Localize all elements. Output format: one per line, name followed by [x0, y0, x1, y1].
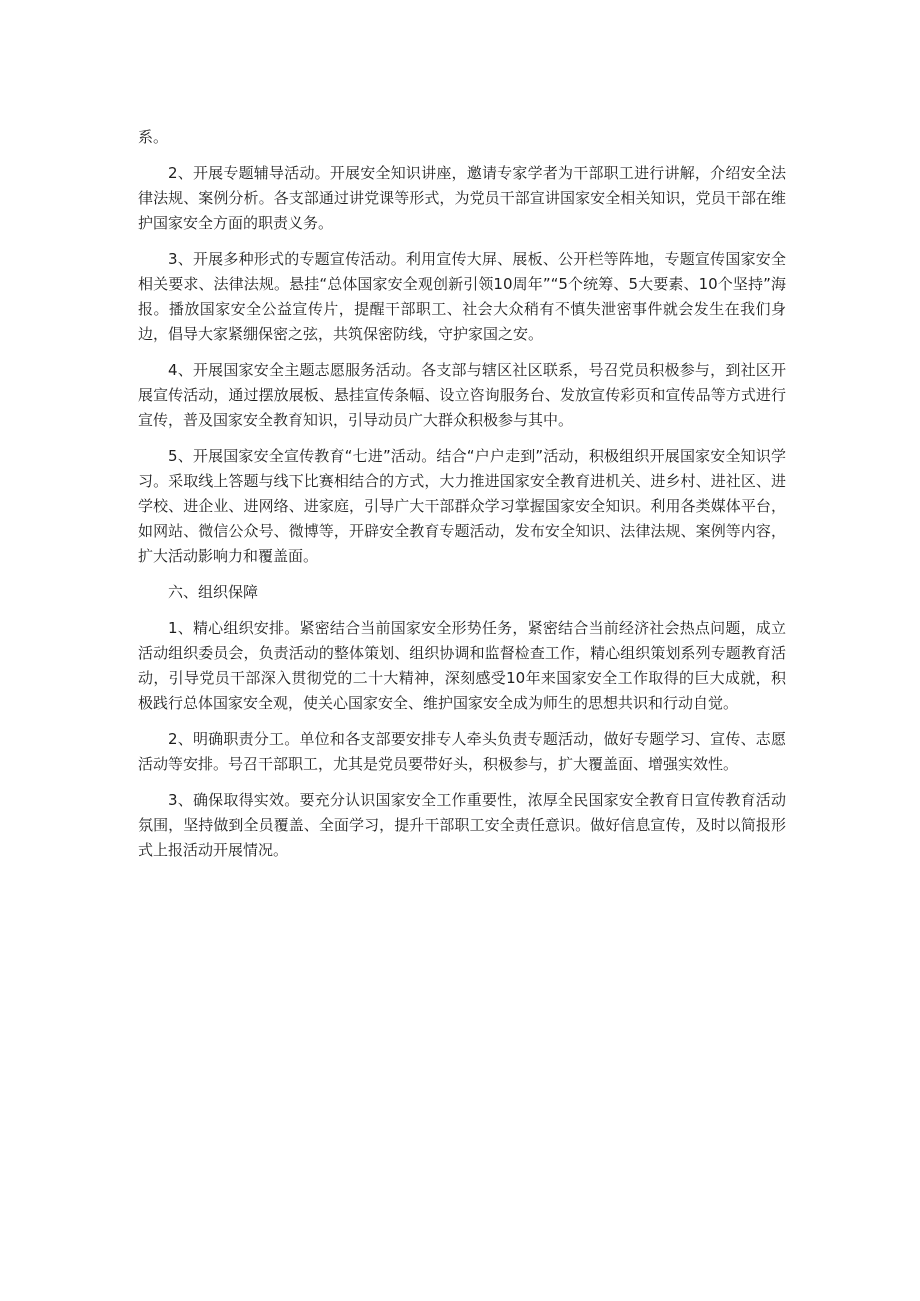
paragraph-seven-into: 5、开展国家安全宣传教育“七进”活动。结合“户户走到”活动，积极组织开展国家安全知识学习。采取线上答题与线下比赛相结合的方式，大力推进国家安全教育进机关、进乡村、进社区、进学校、进企业、进网络、进家庭，引导广大干部群众学习掌握国家安全知识。利用各类媒体平台，如网站、微信公众号、微博等，开辟安全教育专题活动，发布安全知识、法律法规、案例等内容，扩大活动影响力和覆盖面。 — [138, 447, 786, 565]
document-body — [138, 125, 786, 874]
section-heading-organization: 六、组织保障 — [168, 583, 259, 601]
paragraph-volunteer: 4、开展国家安全主题志愿服务活动。各支部与辖区社区联系，号召党员积极参与，到社区开展宣传活动，通过摆放展板、悬挂宣传条幅、设立咨询服务台、发放宣传彩页和宣传品等方式进行宣传，普及国家安全教育知识，引导动员广大群众积极参与其中。 — [138, 361, 786, 429]
paragraph-organize: 1、精心组织安排。紧密结合当前国家安全形势任务，紧密结合当前经济社会热点问题，成立活动组织委员会，负责活动的整体策划、组织协调和监督检查工作，精心组织策划系列专题教育活动，引导党员干部深入贯彻党的二十大精神，深刻感受10年来国家安全工作取得的巨大成就，积极践行总体国家安全观，使关心国家安全、维护国家安全成为师生的思想共识和行动自觉。 — [138, 619, 786, 712]
paragraph-effectiveness: 3、确保取得实效。要充分认识国家安全工作重要性，浓厚全民国家安全教育日宣传教育活动氛围，坚持做到全员覆盖、全面学习，提升干部职工安全责任意识。做好信息宣传，及时以简报形式上报活动开展情况。 — [138, 791, 786, 859]
paragraph-lectures: 2、开展专题辅导活动。开展安全知识讲座，邀请专家学者为干部职工进行讲解，介绍安全法律法规、案例分析。各支部通过讲党课等形式，为党员干部宣讲国家安全相关知识，党员干部在维护国家安全方面的职责义务。 — [138, 164, 786, 232]
paragraph-responsibilities: 2、明确职责分工。单位和各支部要安排专人牵头负责专题活动，做好专题学习、宣传、志愿活动等安排。号召干部职工，尤其是党员要带好头，积极参与，扩大覆盖面、增强实效性。 — [138, 730, 786, 773]
paragraph-continuation: 系。 — [138, 128, 169, 146]
paragraph-publicity: 3、开展多种形式的专题宣传活动。利用宣传大屏、展板、公开栏等阵地，专题宣传国家安全相关要求、法律法规。悬挂“总体国家安全观创新引领10周年”“5个统筹、5大要素、10个坚持”海报。播放国家安全公益宣传片，提醒干部职工、社会大众稍有不慎失泄密事件就会发生在我们身边，倡导大家紧绷保密之弦，共筑保密防线，守护家国之安。 — [138, 250, 786, 343]
